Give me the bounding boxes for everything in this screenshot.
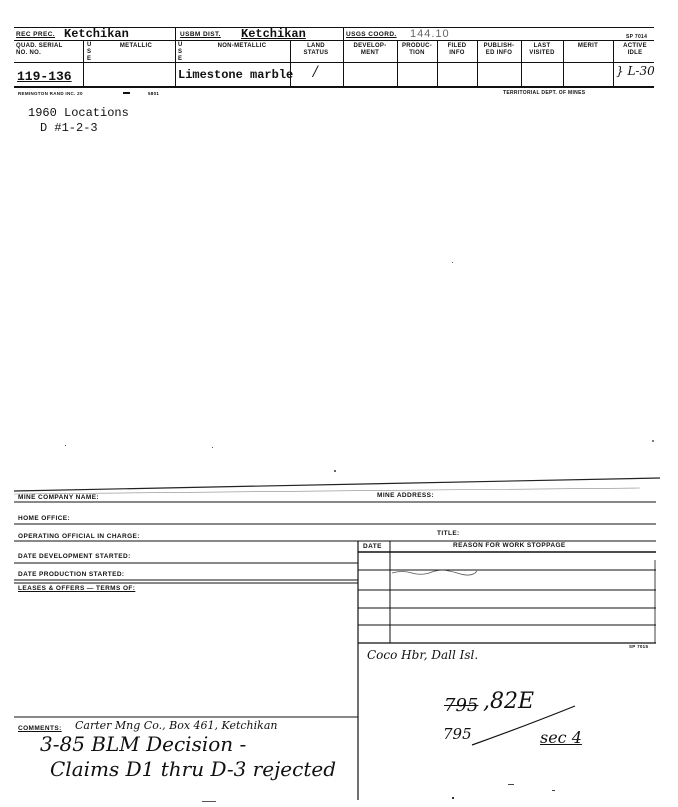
speck	[552, 790, 555, 791]
notes-line-2: D #1-2-3	[40, 121, 98, 135]
land-status-value: /	[313, 64, 318, 80]
mine-address-label: MINE ADDRESS:	[377, 492, 434, 499]
stoppage-reason-header: REASON FOR WORK STOPPAGE	[453, 542, 566, 549]
sec-note: sec 4	[540, 728, 582, 747]
stoppage-date-header: DATE	[363, 543, 382, 550]
comments-text: Carter Mng Co., Box 461, Ketchikan	[75, 719, 278, 732]
col-metallic: METALLIC	[119, 43, 153, 49]
usgs-coord-label: USGS COORD.	[346, 31, 397, 38]
col-use-1: U S E	[87, 42, 92, 62]
form-number-2: SP 7015	[629, 644, 649, 649]
date-development-label: DATE DEVELOPMENT STARTED:	[18, 553, 131, 560]
speck	[452, 797, 454, 799]
date-production-label: DATE PRODUCTION STARTED:	[18, 571, 125, 578]
printer-code: 5801	[148, 91, 160, 96]
rec-prec-label: REC PREC.	[16, 31, 55, 38]
title-label: TITLE:	[437, 530, 460, 537]
col-production: PRODUC- TION	[401, 43, 433, 56]
col-last-visited: LAST VISITED	[529, 43, 555, 56]
notes-line-1: 1960 Locations	[28, 106, 129, 120]
home-office-label: HOME OFFICE:	[18, 515, 71, 522]
form-number: SP 7014	[626, 34, 648, 40]
col-published-info: PUBLISH- ED INFO	[483, 43, 515, 56]
code-struck: 795	[444, 695, 479, 716]
speck	[508, 784, 514, 785]
usbm-dist-value: Ketchikan	[241, 27, 306, 41]
mine-company-name-label: MINE COMPANY NAME:	[18, 494, 99, 501]
rec-prec-value: Ketchikan	[64, 27, 129, 41]
col-quad-serial: QUAD. SERIAL NO. NO.	[16, 43, 63, 56]
code-main: ,82E	[483, 689, 535, 714]
col-land-status: LAND STATUS	[303, 43, 329, 56]
col-filed-info: FILED INFO	[447, 43, 467, 56]
leases-label: LEASES & OFFERS — TERMS OF:	[18, 585, 136, 592]
col-merit: MERIT	[577, 43, 599, 49]
col-non-metallic: NON-METALLIC	[217, 43, 267, 49]
speck	[202, 801, 216, 802]
handwritten-line-1: 3-85 BLM Decision -	[40, 732, 247, 756]
operating-official-label: OPERATING OFFICIAL IN CHARGE:	[18, 533, 140, 540]
usbm-dist-label: USBM DIST.	[180, 31, 221, 38]
non-metallic-value: Limestone marble	[178, 68, 294, 82]
col-active-idle: ACTIVE IDLE	[623, 43, 647, 56]
usgs-coord-value: 144.10	[410, 28, 450, 40]
col-use-2: U S E	[178, 42, 183, 62]
col-development: DEVELOP- MENT	[353, 43, 387, 56]
comments-label: COMMENTS:	[18, 725, 62, 732]
territorial-dept: TERRITORIAL DEPT. OF MINES	[503, 90, 586, 96]
printer-imprint: REMINGTON RAND INC. 20	[18, 91, 83, 96]
handwritten-line-2: Claims D1 thru D-3 rejected	[50, 757, 336, 781]
active-idle-value: } L-30	[616, 64, 655, 78]
quad-serial-value: 119-136	[17, 69, 72, 84]
location-note: Coco Hbr, Dall Isl.	[367, 648, 479, 662]
code-795: 795	[443, 725, 472, 743]
